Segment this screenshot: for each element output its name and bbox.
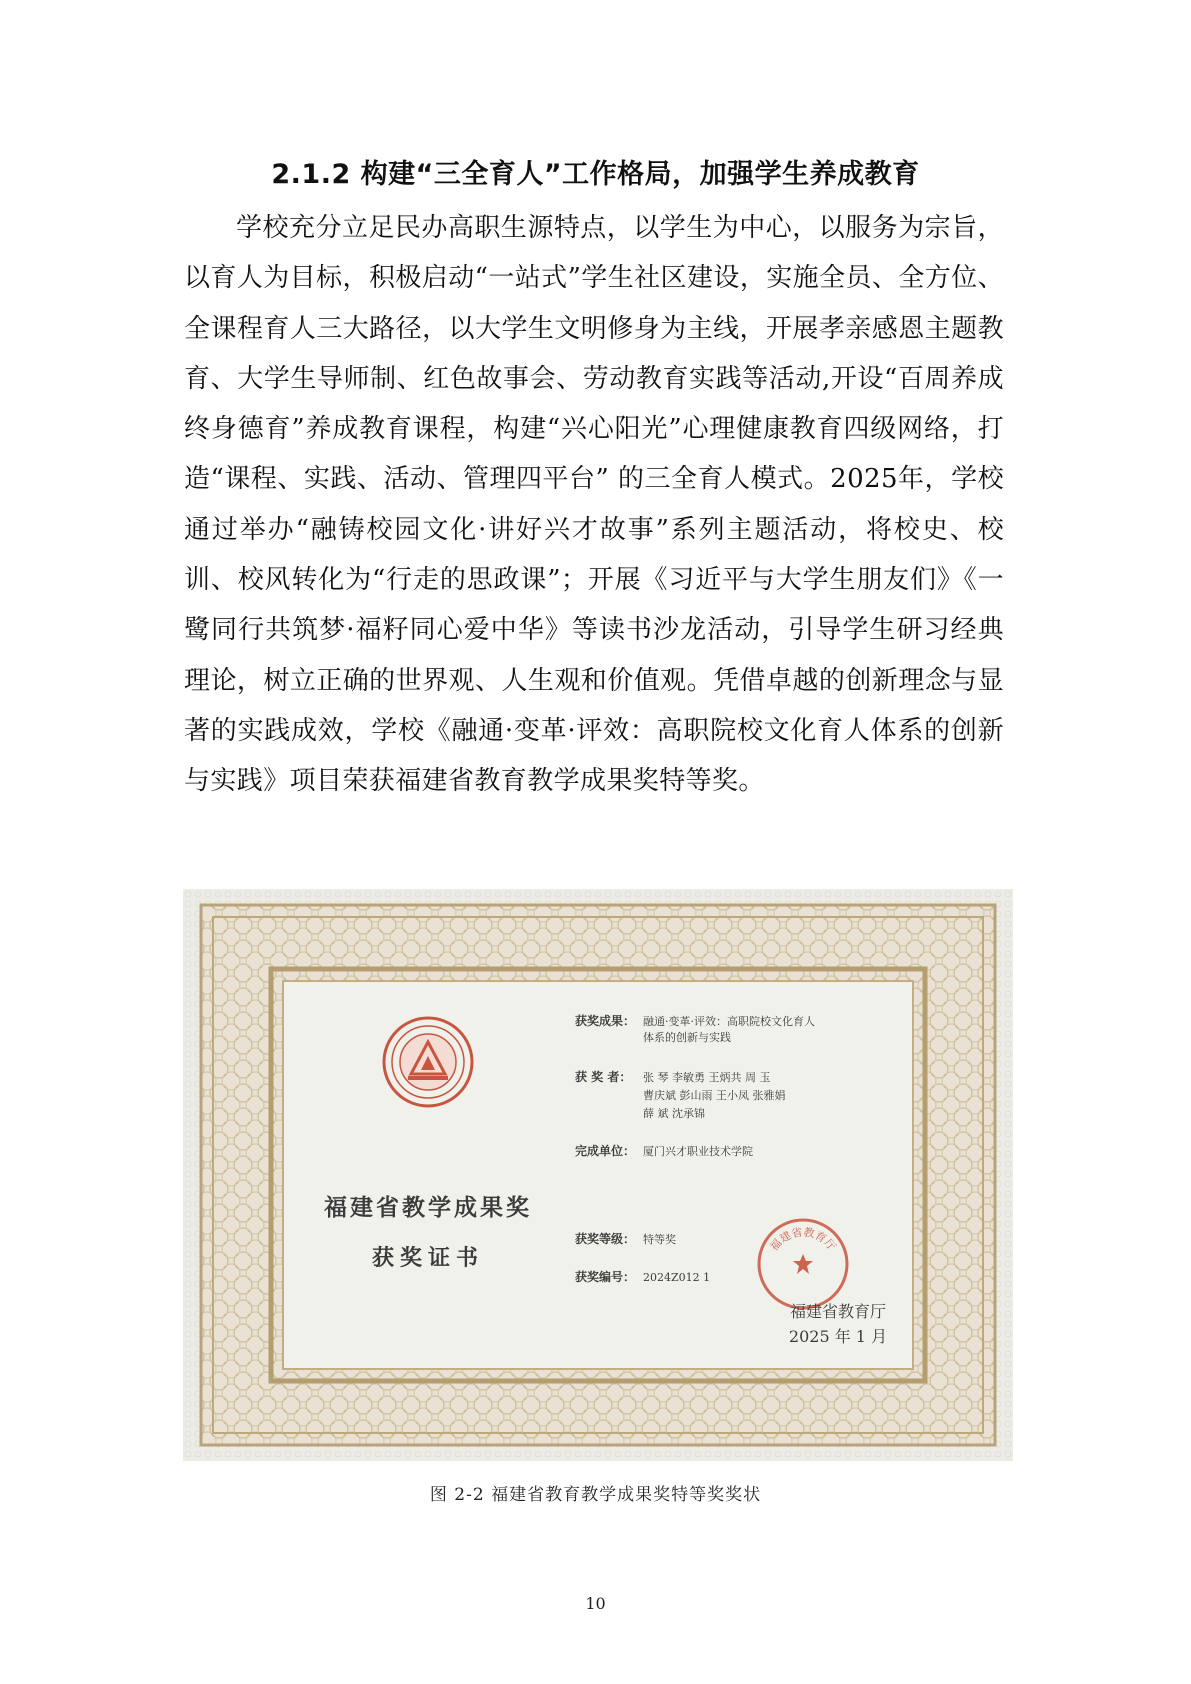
result-label: 获奖成果： — [575, 1014, 636, 1028]
page-number: 10 — [585, 1594, 606, 1613]
number-value: 2024Z012 1 — [643, 1271, 711, 1284]
certificate-subtitle: 获奖证书 — [371, 1245, 485, 1271]
body-paragraph: 学校充分立足民办高职生源特点，以学生为中心，以服务为宗旨，以育人为目标，积极启动“一站式”学生社区建设，实施全员、全方位、全课程育人三大路径，以大学生文明修身为主线，开展孝亲感恩主题教育、大学生导师制、红色故事会、劳动教育实践等活动,开设“百周养成 终身德育”养成教育课程，构建“兴心阳光”心理健康教育四级网络，打造“课程、实践、活动、管理四平台” 的三全育人模式。2025年，学校通过举办“融铸校园文化·讲好兴才故事”系列主题活动，将校史、校训、校风转化为“行走的思政课”；开展《习近平与大学生朋友们》《一鹭同行共筑梦·福籽同心爱中华》等读书沙龙活动，引导学生研习经典理论，树立正确的世界观、人生观和价值观。凭借卓越的创新理念与显著的实践成效，学校《融通·变革·评效：高职院校文化育人体系的创新与实践》项目荣获福建省教育教学成果奖特等奖。 — [184, 213, 1004, 797]
winners-line2: 曹庆斌 彭山雨 王小凤 张雅娟 — [643, 1089, 786, 1102]
issuer: 福建省教育厅 — [789, 1302, 887, 1321]
certificate-title: 福建省教学成果奖 — [324, 1194, 532, 1221]
unit-value: 厦门兴才职业技术学院 — [643, 1145, 753, 1158]
issue-date: 2025 年 1 月 — [788, 1327, 888, 1346]
winners-line1: 张 琴 李敏勇 王炳共 周 玉 — [643, 1071, 771, 1084]
grade-label: 获奖等级： — [575, 1232, 636, 1246]
unit-label: 完成单位： — [575, 1144, 636, 1158]
section-heading: 2.1.2 构建“三全育人”工作格局，加强学生养成教育 — [271, 159, 920, 190]
seal-text: 福建省教育厅 — [767, 1225, 839, 1254]
result-line2: 体系的创新与实践 — [643, 1031, 731, 1044]
grade-value: 特等奖 — [643, 1233, 676, 1246]
winners-label: 获 奖 者： — [575, 1070, 632, 1084]
result-line1: 融通·变革·评效：高职院校文化育人 — [643, 1015, 815, 1028]
figure-caption: 图 2-2 福建省教育教学成果奖特等奖奖状 — [429, 1485, 762, 1505]
certificate-image — [183, 889, 1013, 1461]
certificate-figure — [183, 889, 1013, 1461]
winners-line3: 薛 斌 沈承锦 — [643, 1107, 705, 1120]
number-label: 获奖编号： — [575, 1270, 636, 1284]
